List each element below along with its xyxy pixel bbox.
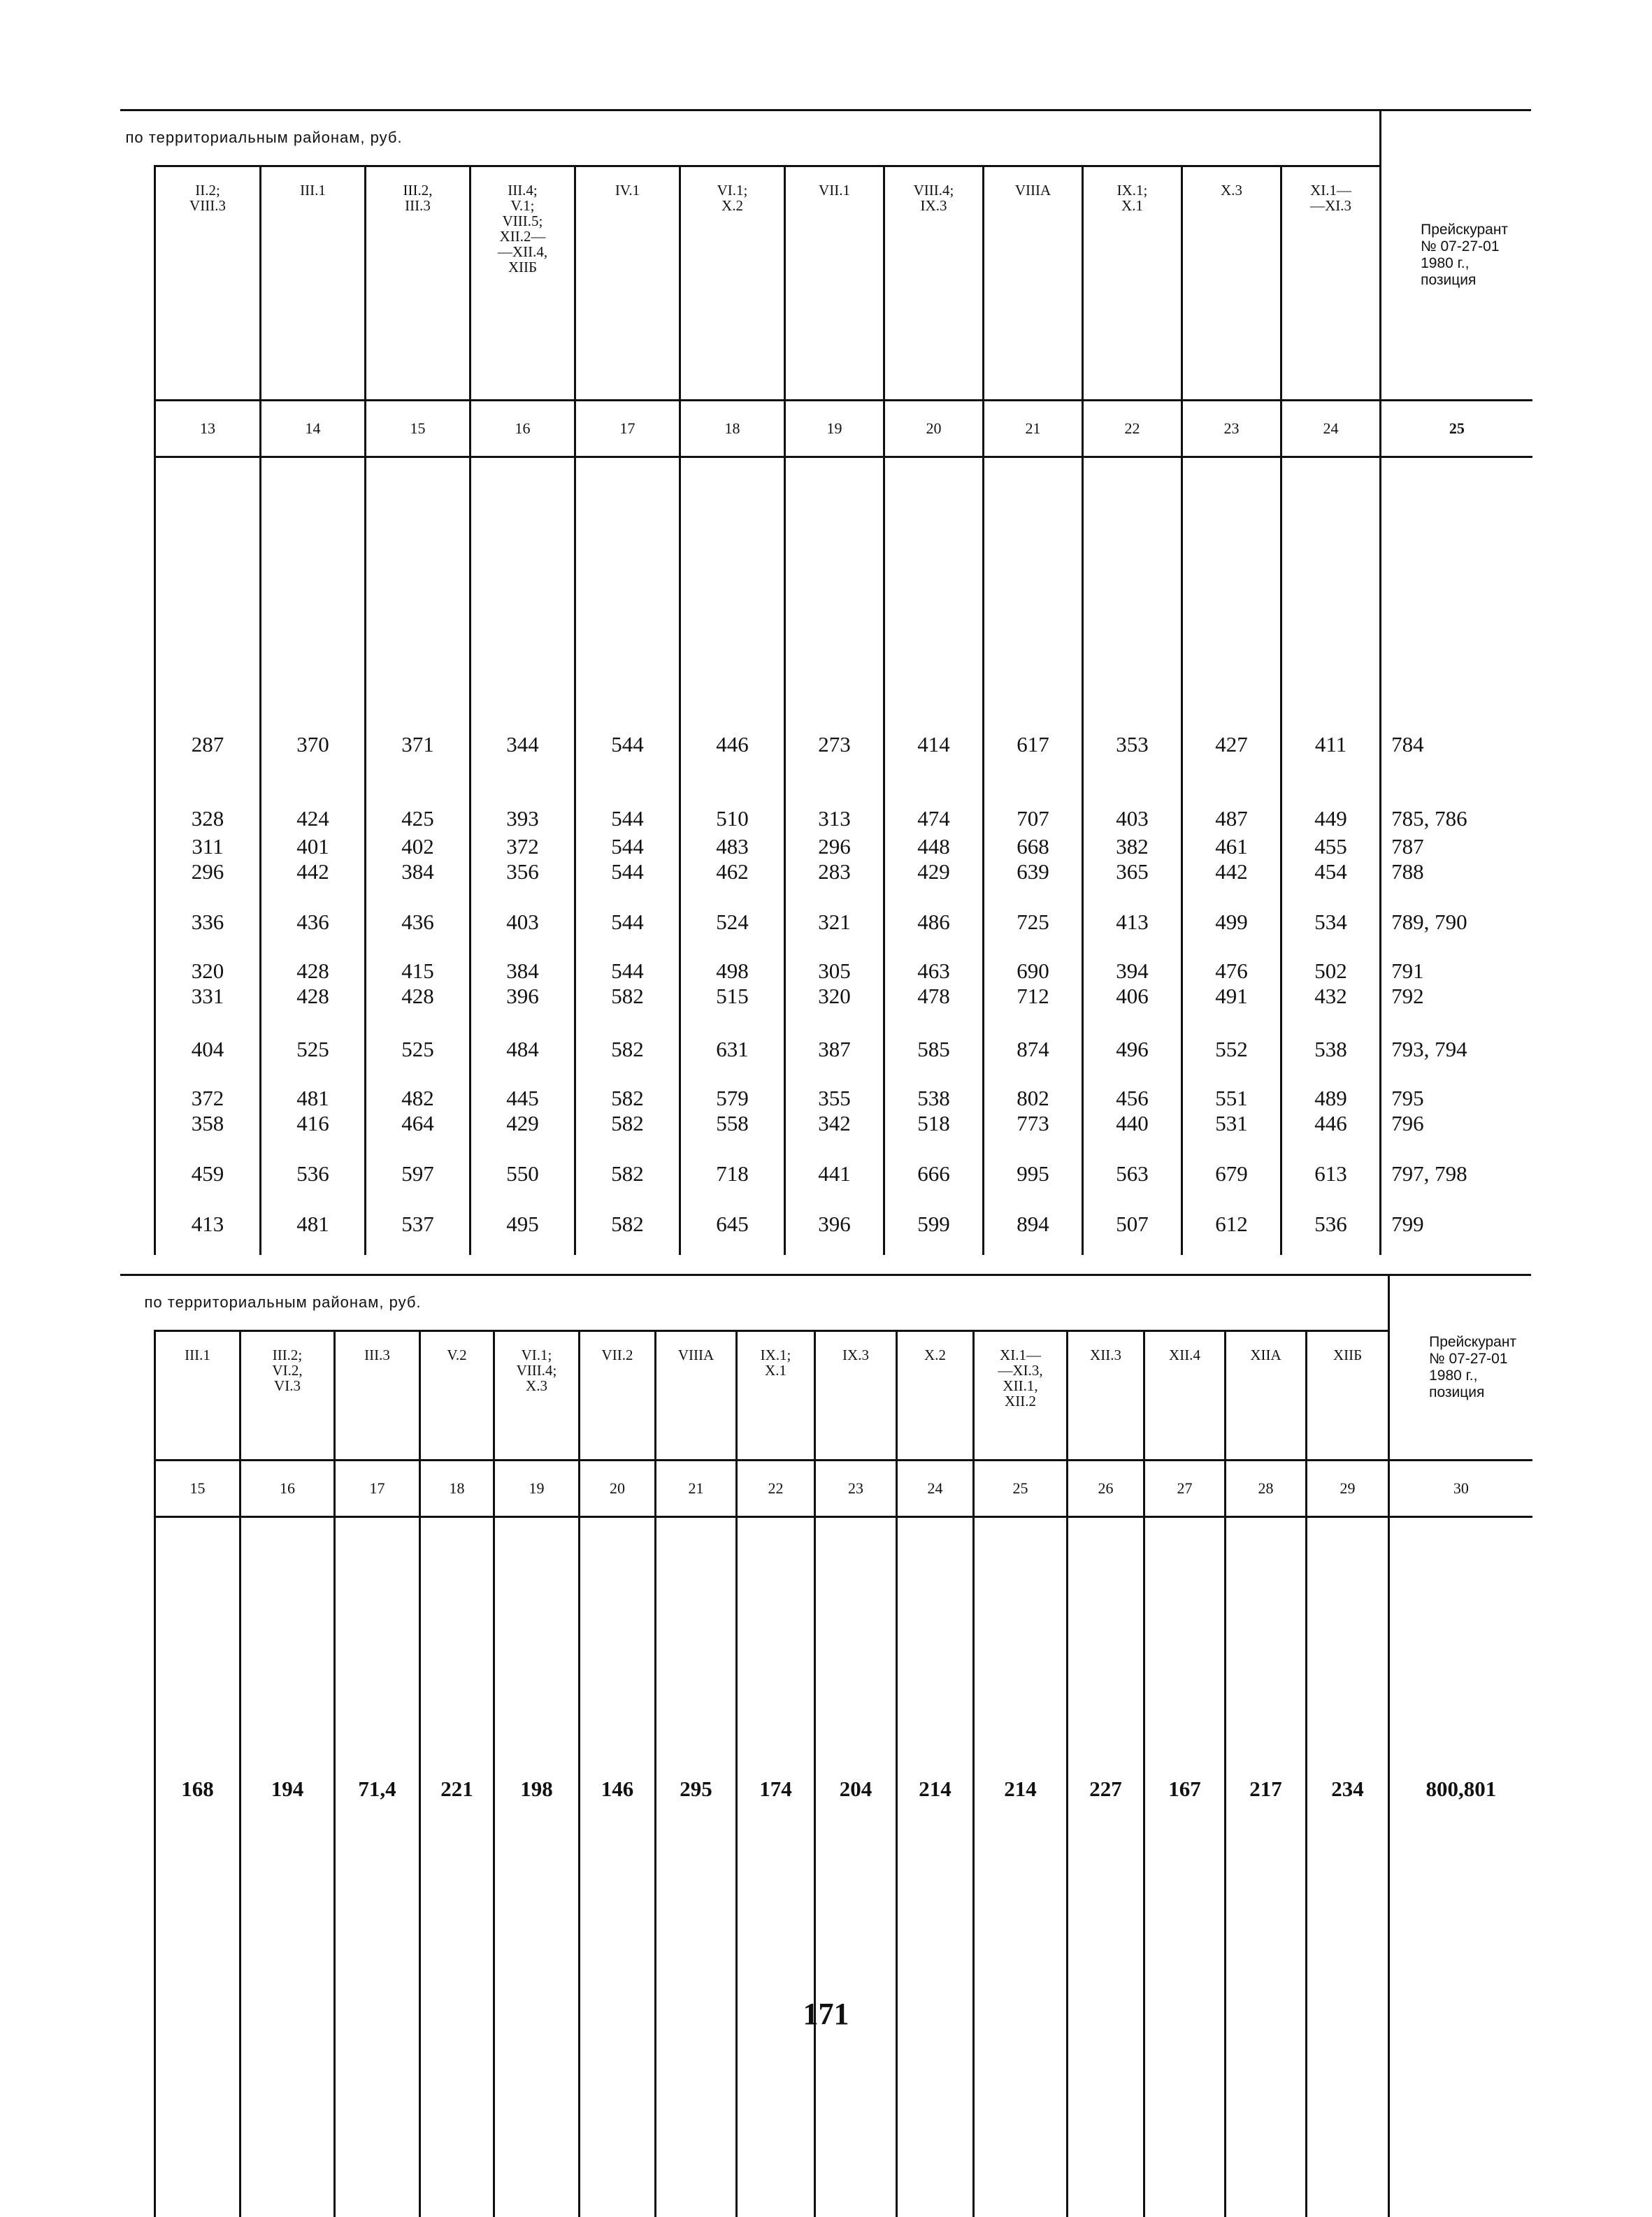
price-cell: 448 429	[884, 831, 984, 884]
caption-row	[155, 110, 1532, 166]
price-cell: 544	[575, 884, 680, 935]
price-cell: 463 478	[884, 935, 984, 1009]
price-cell: 227	[1068, 1517, 1144, 2217]
price-cell: 403	[1083, 757, 1182, 831]
spacer-cell	[1182, 1237, 1281, 1255]
table-row	[155, 1517, 1532, 2217]
table-row	[155, 884, 1532, 935]
price-cell: 874	[984, 1009, 1083, 1062]
column-number: 15	[366, 401, 471, 457]
price-cell: 668 639	[984, 831, 1083, 884]
column-number: 23	[815, 1461, 897, 1517]
price-list-header: Прейскурант № 07-27-01 1980 г., позиция	[1389, 1275, 1532, 1461]
position-cell: 791 792	[1381, 935, 1532, 1009]
price-cell: 355 342	[785, 1062, 884, 1136]
price-cell: 456 440	[1083, 1062, 1182, 1136]
region-header: VIII.4; IX.3	[884, 166, 984, 401]
column-number-row	[155, 1461, 1532, 1517]
table-row	[155, 457, 1532, 758]
price-cell: 404	[155, 1009, 261, 1062]
column-number: 16	[240, 1461, 335, 1517]
region-header: X.3	[1182, 166, 1281, 401]
region-header-row	[155, 1331, 1532, 1461]
position-cell: 799	[1381, 1186, 1532, 1237]
price-cell: 461 442	[1182, 831, 1281, 884]
price-cell: 487	[1182, 757, 1281, 831]
column-number: 23	[1182, 401, 1281, 457]
price-cell: 563	[1083, 1136, 1182, 1186]
position-cell: 800,801	[1389, 1517, 1532, 2217]
price-cell: 550	[471, 1136, 575, 1186]
spacer-cell	[471, 1237, 575, 1255]
price-cell: 499	[1182, 884, 1281, 935]
table-row	[155, 1136, 1532, 1186]
price-cell: 382 365	[1083, 831, 1182, 884]
price-cell: 894	[984, 1186, 1083, 1237]
price-cell: 372 358	[155, 1062, 261, 1136]
region-header: XIIA	[1226, 1331, 1307, 1461]
price-cell: 146	[580, 1517, 656, 2217]
region-header: III.2, III.3	[366, 166, 471, 401]
price-cell: 234	[1307, 1517, 1389, 2217]
spacer-cell	[261, 1237, 366, 1255]
price-cell: 384 396	[471, 935, 575, 1009]
price-cell: 446	[680, 457, 785, 758]
region-header: VIIIA	[984, 166, 1083, 401]
position-cell: 784	[1381, 457, 1532, 758]
price-cell: 455 454	[1281, 831, 1381, 884]
column-number: 17	[575, 401, 680, 457]
price-cell: 436	[366, 884, 471, 935]
price-cell: 449	[1281, 757, 1381, 831]
price-cell: 311 296	[155, 831, 261, 884]
price-cell: 321	[785, 884, 884, 935]
spacer-cell	[1281, 1237, 1381, 1255]
price-cell: 425	[366, 757, 471, 831]
region-header: IX.3	[815, 1331, 897, 1461]
price-cell: 510	[680, 757, 785, 831]
price-cell: 427	[1182, 457, 1281, 758]
column-number: 19	[785, 401, 884, 457]
position-cell: 793, 794	[1381, 1009, 1532, 1062]
table-row	[155, 831, 1532, 884]
price-cell: 582	[575, 1186, 680, 1237]
price-cell: 525	[261, 1009, 366, 1062]
region-header: IX.1; X.1	[737, 1331, 815, 1461]
price-cell: 631	[680, 1009, 785, 1062]
table-row	[155, 935, 1532, 1009]
price-cell: 544	[575, 457, 680, 758]
column-number: 17	[335, 1461, 420, 1517]
price-cell: 313	[785, 757, 884, 831]
price-cell: 483 462	[680, 831, 785, 884]
region-header: XII.3	[1068, 1331, 1144, 1461]
price-cell: 174	[737, 1517, 815, 2217]
price-cell: 372 356	[471, 831, 575, 884]
column-number: 20	[884, 401, 984, 457]
position-cell: 795 796	[1381, 1062, 1532, 1136]
price-cell: 273	[785, 457, 884, 758]
price-cell: 476 491	[1182, 935, 1281, 1009]
spacer-cell	[785, 1237, 884, 1255]
column-number: 25	[974, 1461, 1068, 1517]
price-cell: 411	[1281, 457, 1381, 758]
price-table-bottom	[154, 1275, 1532, 2217]
price-cell: 214	[897, 1517, 974, 2217]
price-cell: 481 416	[261, 1062, 366, 1136]
price-cell: 445 429	[471, 1062, 575, 1136]
price-cell: 612	[1182, 1186, 1281, 1237]
price-cell: 552	[1182, 1009, 1281, 1062]
spacer-cell	[155, 1237, 261, 1255]
price-cell: 402 384	[366, 831, 471, 884]
price-cell: 414	[884, 457, 984, 758]
price-cell: 441	[785, 1136, 884, 1186]
price-cell: 718	[680, 1136, 785, 1186]
column-number: 15	[155, 1461, 240, 1517]
price-cell: 71,4	[335, 1517, 420, 2217]
price-list-header: Прейскурант № 07-27-01 1980 г., позиция	[1381, 110, 1532, 401]
price-cell: 287	[155, 457, 261, 758]
price-cell: 507	[1083, 1186, 1182, 1237]
price-cell: 401 442	[261, 831, 366, 884]
price-cell: 582	[575, 1136, 680, 1186]
region-header: XII.4	[1144, 1331, 1226, 1461]
column-number: 18	[420, 1461, 494, 1517]
spacer-cell	[366, 1237, 471, 1255]
price-cell: 802 773	[984, 1062, 1083, 1136]
price-cell: 495	[471, 1186, 575, 1237]
price-cell: 344	[471, 457, 575, 758]
table2-data	[155, 1517, 1532, 2217]
price-cell: 496	[1083, 1009, 1182, 1062]
region-header: III.4; V.1; VIII.5; XII.2— —XII.4, XIIБ	[471, 166, 575, 401]
price-cell: 428 428	[261, 935, 366, 1009]
price-cell: 413	[155, 1186, 261, 1237]
column-number: 24	[1281, 401, 1381, 457]
spacer-cell	[984, 1237, 1083, 1255]
price-cell: 538 518	[884, 1062, 984, 1136]
column-number: 20	[580, 1461, 656, 1517]
price-cell: 579 558	[680, 1062, 785, 1136]
column-number: 13	[155, 401, 261, 457]
price-cell: 544	[575, 757, 680, 831]
caption-row	[155, 1275, 1532, 1331]
price-cell: 486	[884, 884, 984, 935]
price-cell: 221	[420, 1517, 494, 2217]
column-number: 29	[1307, 1461, 1389, 1517]
price-cell: 204	[815, 1517, 897, 2217]
price-cell: 328	[155, 757, 261, 831]
price-cell: 394 406	[1083, 935, 1182, 1009]
column-number: 22	[737, 1461, 815, 1517]
price-cell: 525	[366, 1009, 471, 1062]
position-cell: 789, 790	[1381, 884, 1532, 935]
price-cell: 194	[240, 1517, 335, 2217]
column-number: 26	[1068, 1461, 1144, 1517]
price-cell: 645	[680, 1186, 785, 1237]
region-header-row	[155, 166, 1532, 401]
region-header: III.3	[335, 1331, 420, 1461]
spacer-cell	[884, 1237, 984, 1255]
price-cell: 537	[366, 1186, 471, 1237]
price-cell: 403	[471, 884, 575, 935]
page-number: 171	[0, 1996, 1652, 2032]
position-cell: 797, 798	[1381, 1136, 1532, 1186]
spacer-cell	[575, 1237, 680, 1255]
region-header: VII.2	[580, 1331, 656, 1461]
price-cell: 489 446	[1281, 1062, 1381, 1136]
region-header: VII.1	[785, 166, 884, 401]
price-cell: 536	[261, 1136, 366, 1186]
region-header: XIIБ	[1307, 1331, 1389, 1461]
price-cell: 498 515	[680, 935, 785, 1009]
table-row	[155, 1186, 1532, 1237]
region-header: III.2; VI.2, VI.3	[240, 1331, 335, 1461]
region-header: II.2; VIII.3	[155, 166, 261, 401]
region-header: VI.1; VIII.4; X.3	[494, 1331, 580, 1461]
price-cell: 436	[261, 884, 366, 935]
price-cell: 387	[785, 1009, 884, 1062]
price-table-top	[154, 110, 1532, 1255]
price-cell: 336	[155, 884, 261, 935]
price-cell: 544 582	[575, 935, 680, 1009]
price-cell: 482 464	[366, 1062, 471, 1136]
region-header: VIIIA	[656, 1331, 737, 1461]
price-cell: 613	[1281, 1136, 1381, 1186]
spacer-cell	[1381, 1237, 1532, 1255]
price-cell: 413	[1083, 884, 1182, 935]
price-cell: 582	[575, 1009, 680, 1062]
column-number: 21	[984, 401, 1083, 457]
table1-data	[155, 457, 1532, 1256]
price-cell: 484	[471, 1009, 575, 1062]
region-header: III.1	[155, 1331, 240, 1461]
column-number: 21	[656, 1461, 737, 1517]
price-cell: 597	[366, 1136, 471, 1186]
price-cell: 217	[1226, 1517, 1307, 2217]
price-cell: 371	[366, 457, 471, 758]
column-number: 14	[261, 401, 366, 457]
column-number: 19	[494, 1461, 580, 1517]
price-cell: 995	[984, 1136, 1083, 1186]
column-number: 18	[680, 401, 785, 457]
price-cell: 296 283	[785, 831, 884, 884]
price-cell: 459	[155, 1136, 261, 1186]
price-cell: 198	[494, 1517, 580, 2217]
position-cell: 785, 786	[1381, 757, 1532, 831]
column-number: 30	[1389, 1461, 1532, 1517]
price-cell: 167	[1144, 1517, 1226, 2217]
column-number: 25	[1381, 401, 1532, 457]
price-cell: 690 712	[984, 935, 1083, 1009]
position-cell: 787 788	[1381, 831, 1532, 884]
price-cell: 415 428	[366, 935, 471, 1009]
column-number: 16	[471, 401, 575, 457]
price-cell: 599	[884, 1186, 984, 1237]
price-cell: 214	[974, 1517, 1068, 2217]
region-header: VI.1; X.2	[680, 166, 785, 401]
price-cell: 725	[984, 884, 1083, 935]
table-row	[155, 1009, 1532, 1062]
price-cell: 396	[785, 1186, 884, 1237]
price-cell: 474	[884, 757, 984, 831]
price-cell: 666	[884, 1136, 984, 1186]
column-number-row	[155, 401, 1532, 457]
region-header: IV.1	[575, 166, 680, 401]
price-cell: 393	[471, 757, 575, 831]
spacer-cell	[1083, 1237, 1182, 1255]
price-cell: 295	[656, 1517, 737, 2217]
price-cell: 524	[680, 884, 785, 935]
column-number: 27	[1144, 1461, 1226, 1517]
price-cell: 424	[261, 757, 366, 831]
region-header: V.2	[420, 1331, 494, 1461]
spacer-cell	[680, 1237, 785, 1255]
price-cell: 544 544	[575, 831, 680, 884]
price-cell: 585	[884, 1009, 984, 1062]
table-row	[155, 757, 1532, 831]
price-cell: 538	[1281, 1009, 1381, 1062]
price-cell: 320 331	[155, 935, 261, 1009]
price-cell: 679	[1182, 1136, 1281, 1186]
region-header: III.1	[261, 166, 366, 401]
price-cell: 353	[1083, 457, 1182, 758]
price-cell: 481	[261, 1186, 366, 1237]
table-spacer-row	[155, 1237, 1532, 1255]
table-caption: по территориальным районам, руб.	[126, 129, 403, 146]
table-row	[155, 1062, 1532, 1136]
price-cell: 534	[1281, 884, 1381, 935]
price-cell: 305 320	[785, 935, 884, 1009]
price-cell: 582 582	[575, 1062, 680, 1136]
region-header: XI.1— —XI.3, XII.1, XII.2	[974, 1331, 1068, 1461]
price-cell: 707	[984, 757, 1083, 831]
price-cell: 168	[155, 1517, 240, 2217]
region-header: XI.1— —XI.3	[1281, 166, 1381, 401]
price-cell: 551 531	[1182, 1062, 1281, 1136]
price-cell: 617	[984, 457, 1083, 758]
column-number: 28	[1226, 1461, 1307, 1517]
price-cell: 502 432	[1281, 935, 1381, 1009]
price-cell: 370	[261, 457, 366, 758]
region-header: IX.1; X.1	[1083, 166, 1182, 401]
table-caption: по территориальным районам, руб.	[145, 1293, 422, 1311]
price-cell: 536	[1281, 1186, 1381, 1237]
column-number: 24	[897, 1461, 974, 1517]
region-header: X.2	[897, 1331, 974, 1461]
column-number: 22	[1083, 401, 1182, 457]
